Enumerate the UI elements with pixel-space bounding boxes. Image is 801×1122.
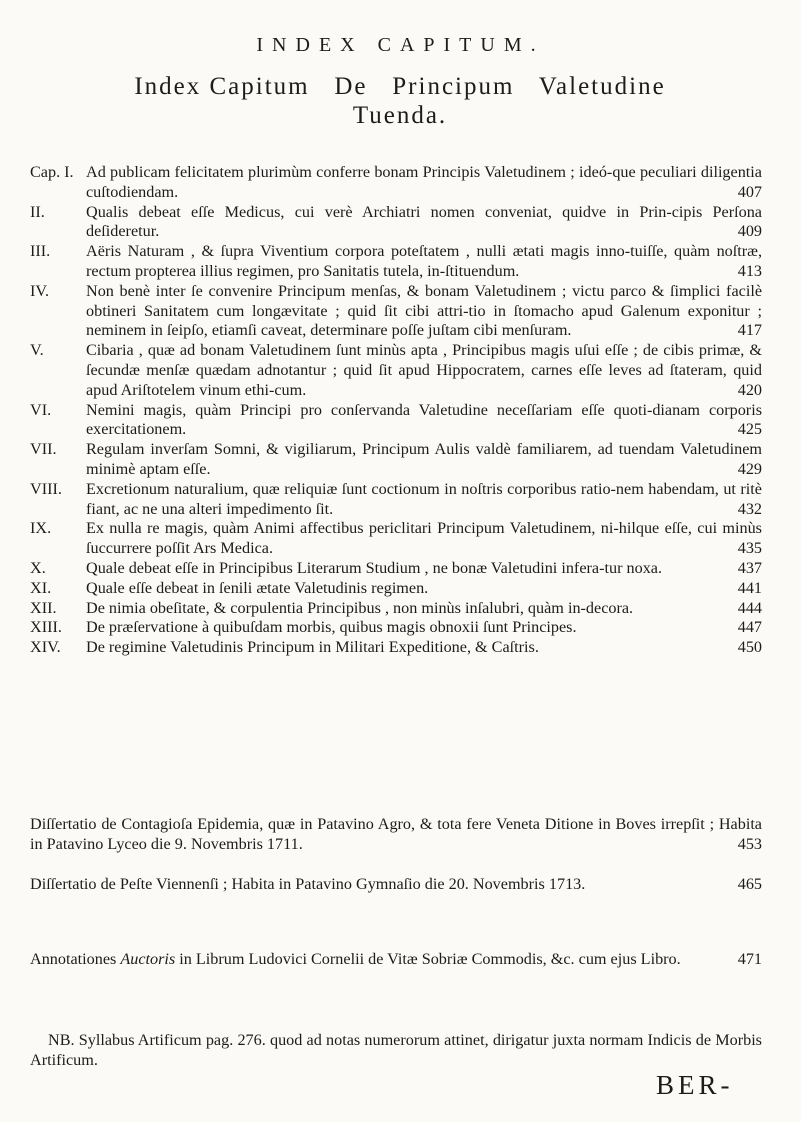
chapter-number: XI. bbox=[30, 578, 52, 597]
page-number: 447 bbox=[737, 618, 762, 637]
page-number: 417 bbox=[737, 321, 762, 340]
page-number: 471 bbox=[737, 950, 762, 968]
chapter-number: III. bbox=[30, 242, 51, 261]
chapter-entry bbox=[30, 638, 762, 658]
page-number: 441 bbox=[737, 578, 762, 597]
chapter-entry bbox=[30, 579, 762, 599]
title-word-principum: Principum bbox=[392, 73, 515, 100]
chapter-number: VII. bbox=[30, 440, 57, 459]
chapter-entry bbox=[30, 599, 762, 619]
page-number: 450 bbox=[737, 638, 762, 657]
chapter-entry bbox=[30, 401, 762, 441]
chapter-entry bbox=[30, 519, 762, 559]
catchword: BER- bbox=[656, 1070, 734, 1100]
title-line-2: Tuenda. bbox=[352, 102, 448, 129]
page-number: 432 bbox=[737, 499, 762, 518]
chapter-text: Ad publicam felicitatem plurimùm conferre bonam Principis Valetudinem ; ideó-que peculiari diligentia cuſtodiendam. 407 bbox=[86, 163, 762, 201]
annotations-entry bbox=[30, 950, 762, 970]
page-number: 465 bbox=[737, 875, 762, 893]
chapter-text: Nemini magis, quàm Principi pro conſervanda Valetudine neceſſariam eſſe quoti-dianam corporis exercitationem. 425 bbox=[86, 400, 762, 439]
chapter-text: Regulam inverſam Somni, & vigiliarum, Principum Aulis valdè familiarem, ad tuendam Valetudinem minimè aptam eſſe. 429 bbox=[86, 440, 762, 478]
page-number: 435 bbox=[737, 539, 762, 558]
page-number: 425 bbox=[737, 420, 762, 439]
chapter-entry bbox=[30, 559, 762, 579]
page-number: 420 bbox=[737, 380, 762, 399]
dissertation-text: Diſſertatio de Contagioſa Epidemia, quæ in Patavino Agro, & tota fere Veneta Ditione in Boves irrepſit ; Habita in Patavino Lyceo die 9. Novembris 1711. bbox=[30, 815, 762, 853]
title-line-1 bbox=[30, 72, 770, 101]
page-number: 409 bbox=[737, 222, 762, 241]
chapter-entry bbox=[30, 163, 762, 203]
chapter-text: Qualis debeat eſſe Medicus, cui verè Archiatri nomen conveniat, quidve in Prin-cipis Perſona deſideretur. 409 bbox=[86, 202, 762, 241]
chapter-number: V. bbox=[30, 341, 44, 360]
chapter-text: De præſervatione à quibuſdam morbis, quibus magis obnoxii ſunt Principes. 447 bbox=[86, 618, 762, 637]
chapter-text: Cibaria , quæ ad bonam Valetudinem ſunt minùs apta , Principibus magis uſui eſſe ; de cibis primæ, & ſecundæ menſæ quædam adnotantur ; quid ſit apud Hippocratem, carnes eſſe leves ad ſtateram, quid apud Ariſtotelem vinum ethi-cum. 420 bbox=[86, 341, 762, 399]
annotations-author: Auctoris bbox=[120, 950, 176, 968]
page-number: 437 bbox=[737, 558, 762, 577]
annotations-prefix: Annotationes bbox=[30, 950, 117, 968]
title-word-capitum: Capitum bbox=[209, 73, 310, 100]
chapter-text: De regimine Valetudinis Principum in Militari Expeditione, & Caſtris. 450 bbox=[86, 638, 762, 657]
dissertation-entry bbox=[30, 875, 762, 895]
title-word-index: Index bbox=[134, 73, 202, 100]
chapter-entry bbox=[30, 618, 762, 638]
page-number: 413 bbox=[737, 261, 762, 280]
nota-bene: NB. Syllabus Artificum pag. 276. quod ad notas numerorum attinet, dirigatur juxta normam Indicis de Morbis Artificum. bbox=[30, 1031, 762, 1069]
chapter-number: IV. bbox=[30, 281, 50, 300]
index-title bbox=[30, 72, 770, 130]
chapter-number: X. bbox=[30, 558, 46, 577]
chapter-number: XIII. bbox=[30, 618, 62, 637]
chapter-entry bbox=[30, 440, 762, 480]
chapter-number: IX. bbox=[30, 519, 52, 538]
chapter-entry bbox=[30, 480, 762, 520]
chapter-text: Quale eſſe debeat in ſenili ætate Valetudinis regimen. 441 bbox=[86, 578, 762, 597]
chapter-text: Ex nulla re magis, quàm Animi affectibus periclitari Principum Valetudinem, ni-hilque eſſe, cui minùs ſuccurrere poſſit Ars Medica. 435 bbox=[86, 519, 762, 558]
chapter-text: Aëris Naturam , & ſupra Viventium corpora poteſtatem , nulli ætati magis inno-tuiſſe, quàm noſtræ, rectum propterea illius regimen, pro Sanitatis tutela, in-ſtituendum. 413 bbox=[86, 242, 762, 280]
page-number: 453 bbox=[737, 834, 762, 853]
title-word-valetudine: Valetudine bbox=[538, 73, 666, 100]
dissertation-entry bbox=[30, 815, 762, 855]
chapter-text: Excretionum naturalium, quæ reliquiæ ſunt coctionum in noſtris corporibus ratio-nem habendam, ut ritè fiant, ac ne una alteri impedimento ſit. 432 bbox=[86, 479, 762, 518]
dissertation-text: Diſſertatio de Peſte Viennenſi ; Habita in Patavino Gymnaſio die 20. Novembris 1713. bbox=[30, 875, 586, 893]
page-number: 407 bbox=[737, 182, 762, 201]
chapter-number: II. bbox=[30, 202, 45, 221]
page-number: 429 bbox=[737, 459, 762, 478]
chapter-text: Quale debeat eſſe in Principibus Literarum Studium , ne bonæ Valetudini infera-tur noxa. 437 bbox=[86, 558, 762, 577]
chapter-entry bbox=[30, 341, 762, 400]
chapter-entry bbox=[30, 203, 762, 243]
page-number: 444 bbox=[737, 598, 762, 617]
chapter-number: VI. bbox=[30, 400, 52, 419]
chapter-list bbox=[30, 163, 762, 658]
chapter-entry bbox=[30, 282, 762, 341]
title-word-de: De bbox=[334, 73, 368, 100]
chapter-entry bbox=[30, 242, 762, 282]
annotations-text: in Librum Ludovici Cornelii de Vitæ Sobriæ Commodis, &c. cum ejus Libro. bbox=[179, 950, 681, 968]
chapter-number: VIII. bbox=[30, 479, 62, 498]
chapter-number: XIV. bbox=[30, 638, 61, 657]
running-head: INDEX CAPITUM. bbox=[256, 34, 545, 56]
chapter-text: Non benè inter ſe convenire Principum menſas, & bonam Valetudinem ; victu parco & ſimplici facilè obtineri Sanitatem cum longævitate ; quid ſit cibi attri-tio in ſtomacho apud Galenum exponitur ; neminem in ſeipſo, etiamſi caveat, determinare poſſe juſtam cibi menſuram. 417 bbox=[86, 281, 762, 340]
chapter-number: XII. bbox=[30, 598, 57, 617]
chapter-text: De nimia obeſitate, & corpulentia Principibus , non minùs inſalubri, quàm in-decora. 444 bbox=[86, 598, 762, 617]
chapter-number: Cap. I. bbox=[30, 163, 74, 181]
